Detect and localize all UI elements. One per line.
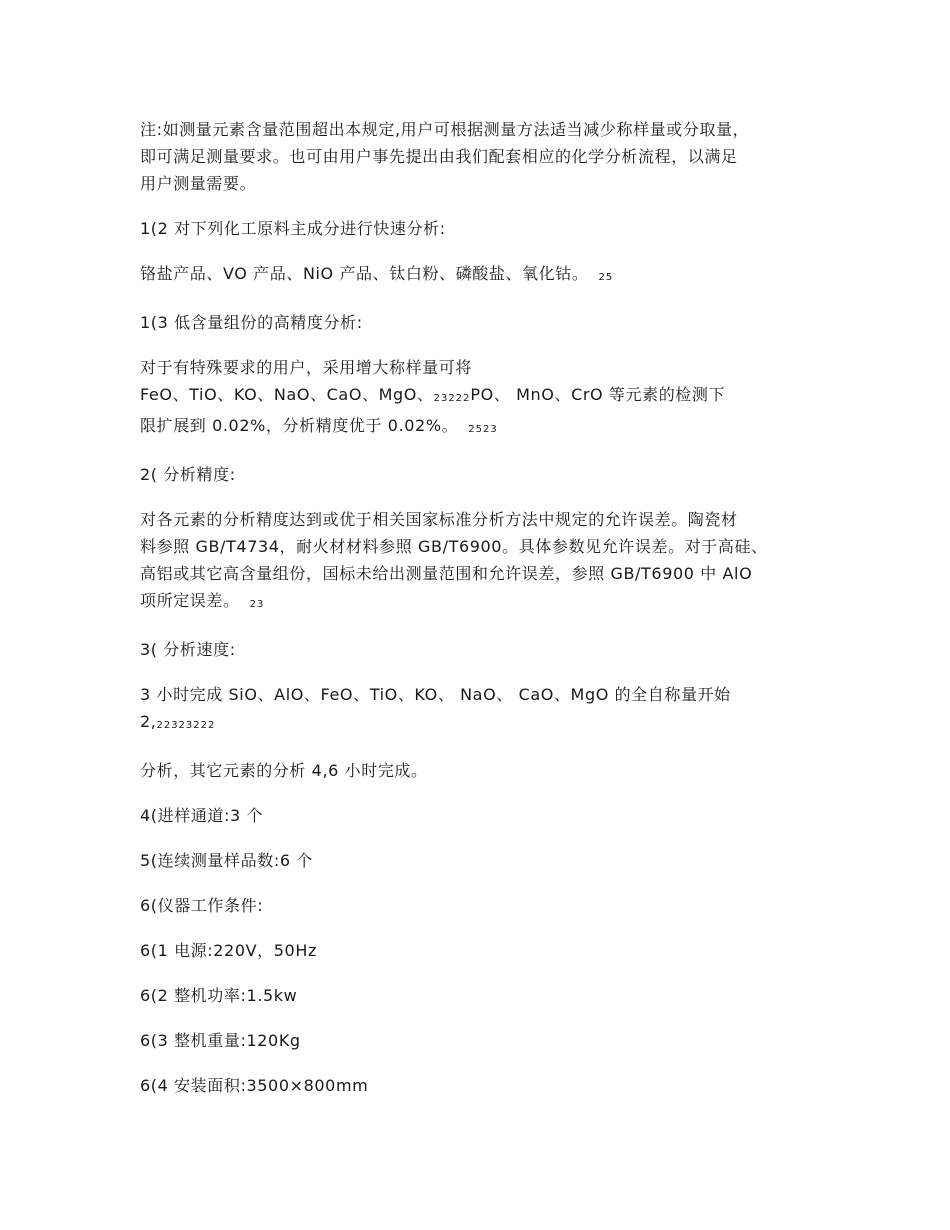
note-paragraph [140, 116, 820, 197]
body-text: PO、 MnO、CrO 等元素的检测下 [470, 385, 726, 404]
body-line: 高铝或其它高含量组份，国标未给出测量范围和允许误差，参照 GB/T6900 中 AlO [140, 564, 753, 583]
subscript-digits: 22323222 [156, 720, 216, 731]
section-6-heading: 6(仪器工作条件: [140, 896, 264, 915]
body-text: FeO、TiO、KO、NaO、CaO、MgO、 [140, 385, 434, 404]
subscript-digits: 23222 [433, 393, 471, 404]
section-1-2-body [140, 260, 820, 291]
body-line: 3 小时完成 SiO、AlO、FeO、TiO、KO、 NaO、 CaO、MgO 的全自称量开始 [140, 685, 731, 704]
section-6-2: 6(2 整机功率:1.5kw [140, 986, 298, 1005]
section-4: 4(进样通道:3 个 [140, 806, 264, 825]
body-text: 铬盐产品、VO 产品、NiO 产品、钛白粉、磷酸盐、氧化钴。 [140, 264, 589, 283]
section-3-continuation: 分析，其它元素的分析 4,6 小时完成。 [140, 761, 428, 780]
note-line: 注:如测量元素含量范围超出本规定,用户可根据测量方法适当减少称样量或分取量， [140, 120, 750, 139]
section-2-heading: 2( 分析精度: [140, 465, 236, 484]
body-line: 对于有特殊要求的用户，采用增大称样量可将 [140, 358, 473, 377]
section-3-body [140, 681, 820, 739]
section-2-body [140, 506, 820, 618]
section-3-heading: 3( 分析速度: [140, 640, 236, 659]
body-text: 2, [140, 712, 157, 731]
body-text: 项所定误差。 [140, 591, 240, 610]
document-page [140, 116, 820, 1117]
body-line [140, 381, 820, 412]
note-line: 用户测量需要。 [140, 174, 257, 193]
body-line: 对各元素的分析精度达到或优于相关国家标准分析方法中规定的允许误差。陶瓷材 [140, 510, 738, 529]
subscript-digits: 25 [598, 272, 614, 283]
note-line: 即可满足测量要求。也可由用户事先提出由我们配套相应的化学分析流程，以满足 [140, 147, 738, 166]
subscript-digits: 2523 [468, 424, 498, 435]
body-text: 限扩展到 0.02%，分析精度优于 0.02%。 [140, 416, 459, 435]
section-6-4: 6(4 安装面积:3500×800mm [140, 1076, 369, 1095]
section-6-3: 6(3 整机重量:120Kg [140, 1031, 301, 1050]
section-5: 5(连续测量样品数:6 个 [140, 851, 313, 870]
section-1-3-body [140, 354, 820, 443]
body-line [140, 587, 820, 618]
body-line [140, 708, 820, 739]
section-6-1: 6(1 电源:220V，50Hz [140, 941, 317, 960]
section-1-3-heading: 1(3 低含量组份的高精度分析: [140, 313, 363, 332]
body-line: 料参照 GB/T4734，耐火材材料参照 GB/T6900。具体参数见允许误差。对于高硅、 [140, 537, 768, 556]
section-1-2-heading: 1(2 对下列化工原料主成分进行快速分析: [140, 219, 446, 238]
body-line [140, 412, 820, 443]
subscript-digits: 23 [249, 599, 265, 610]
